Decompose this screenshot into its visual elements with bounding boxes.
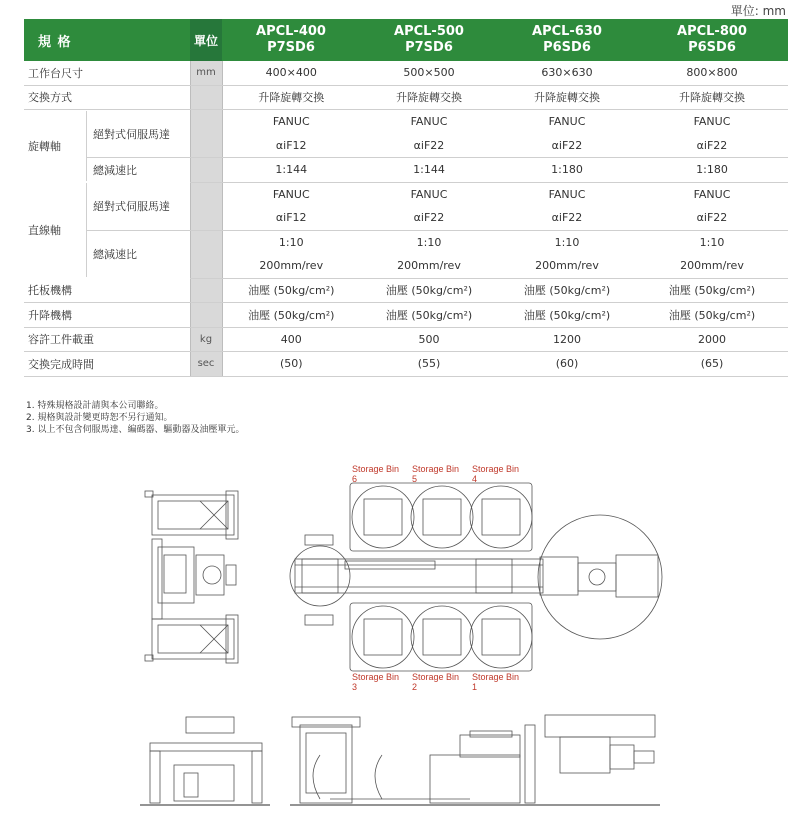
table-row — [24, 85, 788, 110]
row-label: 交換方式 — [24, 85, 190, 110]
model-header-2: APCL-500 P7SD6 — [360, 19, 498, 61]
note-item: 2. 規格與設計變更時恕不另行通知。 — [26, 413, 173, 423]
front-view — [290, 715, 660, 805]
bin-num-4: 4 — [472, 474, 478, 484]
value-cell: (65) — [636, 352, 788, 377]
unit-cell: kg — [190, 327, 222, 352]
value-cell: 2000 — [636, 327, 788, 352]
end-view — [140, 717, 270, 805]
unit-cell — [190, 85, 222, 110]
unit-cell — [190, 254, 222, 278]
value-cell: FANUC — [693, 115, 731, 129]
value-cell: 1:144 — [360, 158, 498, 183]
value-cell: 油壓 (50kg/cm²) — [222, 278, 360, 303]
row-label: 容許工件載重 — [24, 327, 190, 352]
sub-label-servo: 絕對式伺服馬達 — [87, 111, 190, 158]
table-row — [24, 182, 788, 206]
bin-label-6: Storage Bin — [352, 464, 400, 474]
value-cell: FANUC — [410, 115, 448, 129]
bin-num-5: 5 — [412, 474, 418, 484]
value-cell: 升降旋轉交換 — [222, 85, 360, 110]
table-row — [24, 61, 788, 85]
bin-num-2: 2 — [412, 682, 418, 692]
row-label: 交換完成時間 — [24, 352, 190, 377]
bottom-bin-row — [352, 606, 532, 668]
group-label-rotary: 旋轉軸 絕對式伺服馬達 總減速比 — [24, 110, 190, 183]
unit-cell — [190, 303, 222, 328]
value-cell: 1:144 — [222, 158, 360, 183]
value-cell: 500 — [360, 327, 498, 352]
storage-bin-labels — [352, 464, 519, 692]
value-cell: 400×400 — [222, 61, 360, 85]
bin-label-2: Storage Bin — [412, 672, 460, 682]
value-cell: αiF12 — [222, 206, 360, 230]
unit-cell — [190, 134, 222, 158]
note-item: 1. 特殊規格設計請與本公司聯絡。 — [26, 401, 164, 411]
row-label: 工作台尺寸 — [24, 61, 190, 85]
sub-label-ratio: 總減速比 — [93, 163, 137, 177]
value-cell: (50) — [222, 352, 360, 377]
unit-cell — [190, 182, 222, 206]
value-cell: FANUC — [272, 115, 310, 129]
table-row — [24, 352, 788, 377]
bin-num-6: 6 — [352, 474, 358, 484]
technical-drawing — [0, 455, 800, 825]
value-cell: 油壓 (50kg/cm²) — [222, 303, 360, 328]
unit-cell: mm — [190, 61, 222, 85]
unit-cell — [190, 230, 222, 254]
table-row — [24, 327, 788, 352]
notes — [26, 400, 244, 436]
plan-view — [290, 483, 662, 671]
row-label: 托板機構 — [24, 278, 190, 303]
value-cell: 1:10 — [278, 235, 304, 249]
value-cell: 油壓 (50kg/cm²) — [498, 278, 636, 303]
value-cell: 400 — [222, 327, 360, 352]
value-cell: αiF22 — [636, 134, 788, 158]
value-cell: 200mm/rev — [636, 254, 788, 278]
value-cell: 1:10 — [416, 235, 442, 249]
top-bin-row — [352, 486, 532, 548]
value-cell: FANUC — [548, 115, 586, 129]
value-cell: (55) — [360, 352, 498, 377]
sub-label-ratio: 總減速比 — [93, 247, 137, 261]
table-row — [24, 303, 788, 328]
value-cell: αiF22 — [498, 206, 636, 230]
group-label-linear: 直線軸 絕對式伺服馬達 總減速比 — [24, 182, 190, 278]
value-cell: αiF22 — [360, 206, 498, 230]
value-cell: 油壓 (50kg/cm²) — [636, 278, 788, 303]
row-label: 升降機構 — [24, 303, 190, 328]
value-cell: 200mm/rev — [222, 254, 360, 278]
value-cell: FANUC — [693, 187, 731, 201]
bin-label-5: Storage Bin — [412, 464, 460, 474]
bin-num-1: 1 — [472, 682, 478, 692]
value-cell: 1:10 — [699, 235, 725, 249]
sub-label-servo: 絕對式伺服馬達 — [87, 183, 190, 231]
value-cell: FANUC — [410, 187, 448, 201]
bin-label-1: Storage Bin — [472, 672, 520, 682]
value-cell: FANUC — [548, 187, 586, 201]
value-cell: FANUC — [272, 187, 310, 201]
unit-cell — [190, 206, 222, 230]
value-cell: αiF22 — [498, 134, 636, 158]
value-cell: 200mm/rev — [360, 254, 498, 278]
model-header-1: APCL-400 P7SD6 — [222, 19, 360, 61]
value-cell: 油壓 (50kg/cm²) — [636, 303, 788, 328]
value-cell: αiF12 — [222, 134, 360, 158]
unit-header: 單位 — [190, 19, 222, 61]
value-cell: 800×800 — [636, 61, 788, 85]
value-cell: 油壓 (50kg/cm²) — [360, 278, 498, 303]
value-cell: 1:180 — [498, 158, 636, 183]
value-cell: 1:10 — [554, 235, 580, 249]
table-row — [24, 278, 788, 303]
value-cell: (60) — [498, 352, 636, 377]
side-view — [145, 491, 238, 663]
value-cell: 1200 — [498, 327, 636, 352]
spec-header: 規 格 — [24, 19, 190, 61]
bin-label-4: Storage Bin — [472, 464, 520, 474]
value-cell: 500×500 — [360, 61, 498, 85]
header-row — [24, 19, 788, 61]
model-header-4: APCL-800 P6SD6 — [636, 19, 788, 61]
value-cell: 1:180 — [636, 158, 788, 183]
value-cell: 升降旋轉交換 — [360, 85, 498, 110]
spec-table — [24, 19, 788, 377]
unit-note: 單位: mm — [730, 4, 786, 18]
value-cell: αiF22 — [636, 206, 788, 230]
value-cell: αiF22 — [360, 134, 498, 158]
value-cell: 油壓 (50kg/cm²) — [498, 303, 636, 328]
table-row — [24, 110, 788, 134]
value-cell: 升降旋轉交換 — [498, 85, 636, 110]
unit-cell — [190, 110, 222, 134]
bin-label-3: Storage Bin — [352, 672, 400, 682]
unit-cell: sec — [190, 352, 222, 377]
note-item: 3. 以上不包含伺服馬達、編碼器、驅動器及油壓單元。 — [26, 425, 245, 435]
unit-cell — [190, 278, 222, 303]
bin-num-3: 3 — [352, 682, 358, 692]
value-cell: 200mm/rev — [498, 254, 636, 278]
value-cell: 升降旋轉交換 — [636, 85, 788, 110]
model-header-3: APCL-630 P6SD6 — [498, 19, 636, 61]
value-cell: 630×630 — [498, 61, 636, 85]
value-cell: 油壓 (50kg/cm²) — [360, 303, 498, 328]
unit-cell — [190, 158, 222, 183]
